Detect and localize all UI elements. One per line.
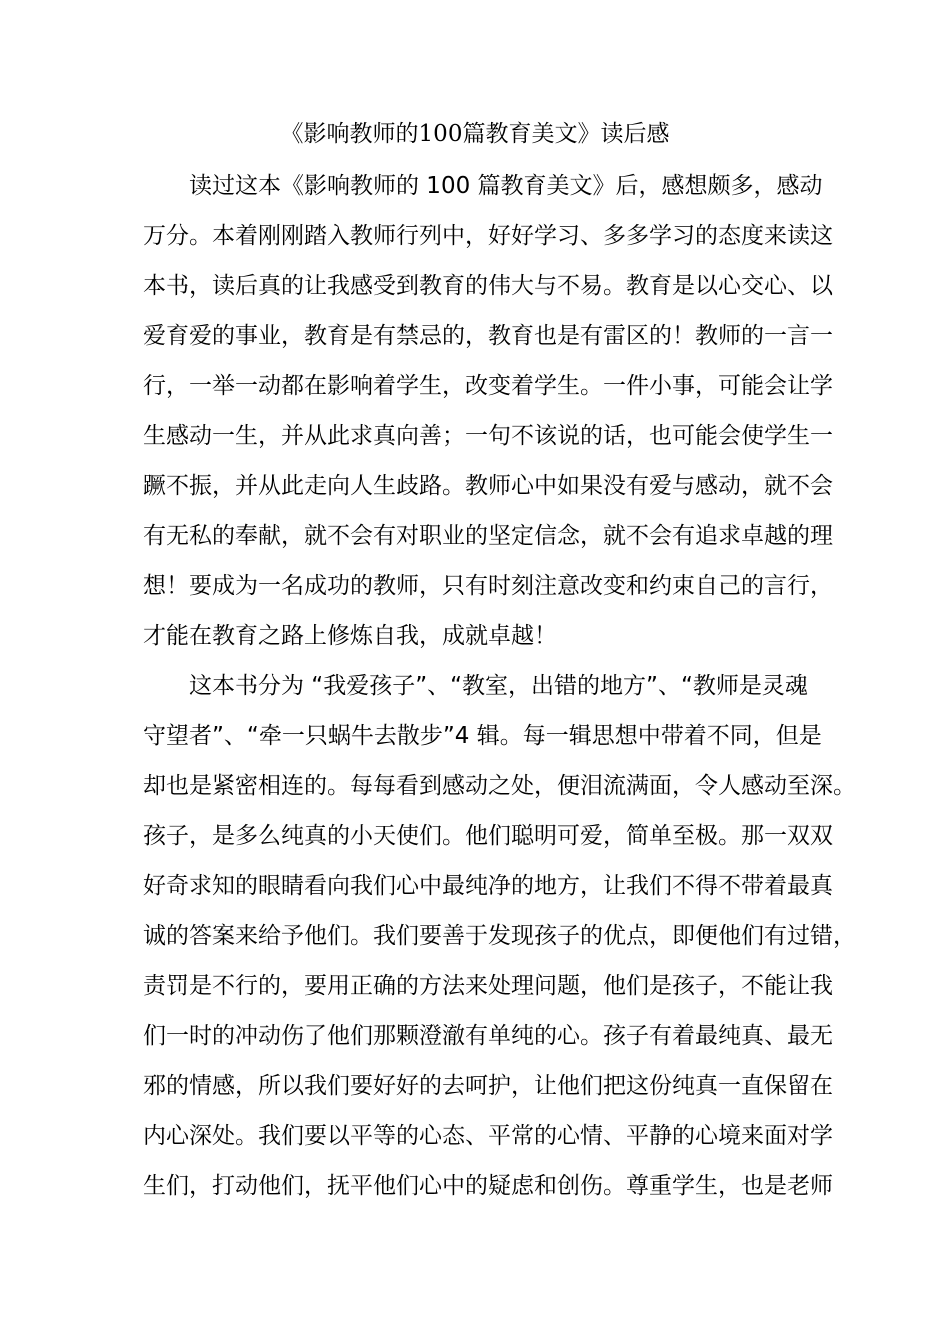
text-line: 有无私的奉献，就不会有对职业的坚定信念，就不会有追求卓越的理 [143,523,833,549]
paragraph-2 [143,661,856,1211]
text-line: 好奇求知的眼睛看向我们心中最纯净的地方，让我们不得不带着最真 [143,873,833,899]
text-line: 邪的情感，所以我们要好好的去呵护，让他们把这份纯真一直保留在 [143,1073,833,1099]
text-line: 诚的答案来给予他们。我们要善于发现孩子的优点，即便他们有过错， [143,923,856,949]
text-line: 生们，打动他们，抚平他们心中的疑虑和创伤。尊重学生，也是老师 [143,1173,833,1199]
paragraph-1 [143,161,833,661]
text-line: 这本书分为 “我爱孩子”、“教室，出错的地方”、“教师是灵魂 [189,673,808,699]
document-title: 《影响教师的100篇教育美文》读后感 [280,121,670,147]
text-line: 读过这本《影响教师的 100 篇教育美文》后，感想颇多，感动 [189,173,823,199]
text-line: 孩子，是多么纯真的小天使们。他们聪明可爱，简单至极。那一双双 [143,823,833,849]
text-line: 们一时的冲动伤了他们那颗澄澈有单纯的心。孩子有着最纯真、最无 [143,1023,833,1049]
text-line: 才能在教育之路上修炼自我，成就卓越！ [143,623,557,649]
text-line: 想！要成为一名成功的教师，只有时刻注意改变和约束自己的言行， [143,573,833,599]
text-line: 蹶不振，并从此走向人生歧路。教师心中如果没有爱与感动，就不会 [143,473,833,499]
text-line: 内心深处。我们要以平等的心态、平常的心情、平静的心境来面对学 [143,1123,833,1149]
text-line: 万分。本着刚刚踏入教师行列中，好好学习、多多学习的态度来读这 [143,223,833,249]
document-body [143,161,856,1211]
text-line: 生感动一生，并从此求真向善；一句不该说的话，也可能会使学生一 [143,423,833,449]
text-line: 爱育爱的事业，教育是有禁忌的，教育也是有雷区的！教师的一言一 [143,323,833,349]
text-line: 却也是紧密相连的。每每看到感动之处，便泪流满面，令人感动至深。 [143,773,856,799]
text-line: 行，一举一动都在影响着学生，改变着学生。一件小事，可能会让学 [143,373,833,399]
text-line: 本书，读后真的让我感受到教育的伟大与不易。教育是以心交心、以 [143,273,833,299]
text-line: 责罚是不行的，要用正确的方法来处理问题，他们是孩子，不能让我 [143,973,833,999]
text-line: 守望者”、“牵一只蜗牛去散步”4 辑。每一辑思想中带着不同，但是 [143,723,822,749]
